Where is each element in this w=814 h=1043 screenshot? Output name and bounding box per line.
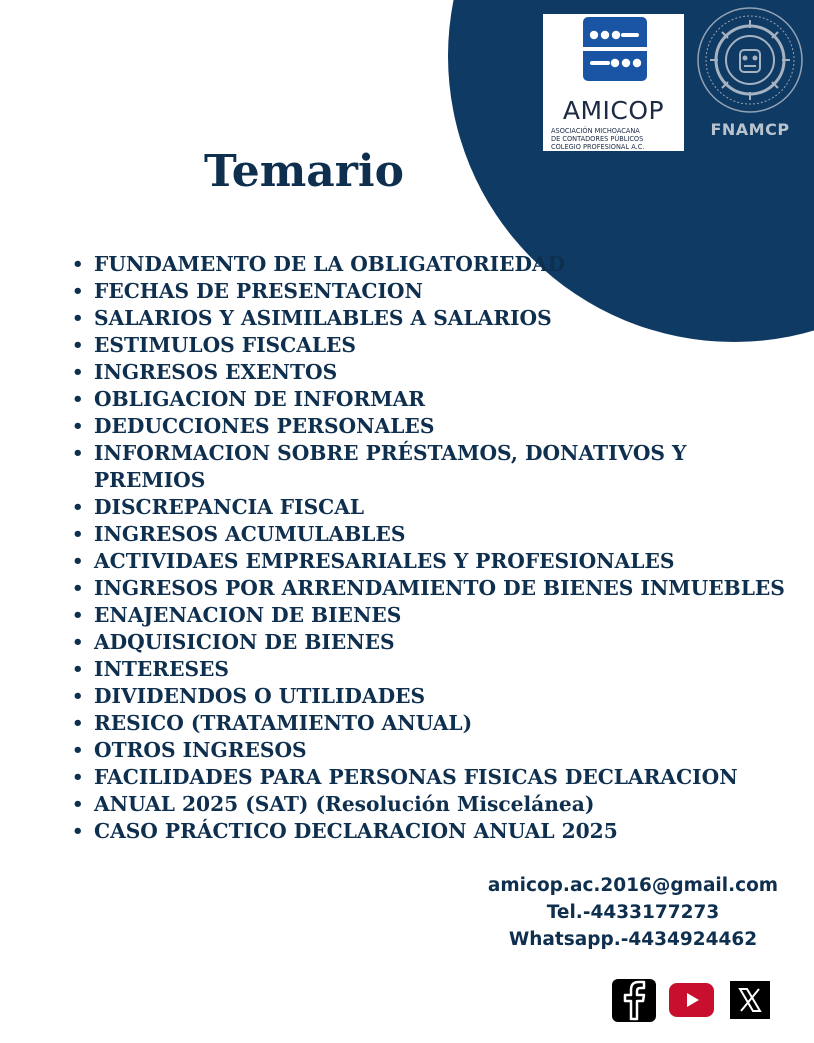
list-item: • OTROS INGRESOS	[72, 737, 812, 764]
list-item: • SALARIOS Y ASIMILABLES A SALARIOS	[72, 305, 812, 332]
whatsapp-text: Whatsapp.-4434924462	[508, 929, 758, 950]
list-item: • DISCREPANCIA FISCAL	[72, 494, 812, 521]
list-item: • INGRESOS EXENTOS	[72, 359, 812, 386]
list-item: • FACILIDADES PARA PERSONAS FISICAS DECLARACION	[72, 764, 812, 791]
email-link[interactable]: amicop.ac.2016@gmail.com	[487, 875, 779, 896]
fnamcp-label: FNAMCP	[710, 120, 790, 139]
list-item: • ACTIVIDAES EMPRESARIALES Y PROFESIONALES	[72, 548, 812, 575]
page-title: Temario	[204, 146, 404, 197]
fnamcp-seal-icon	[696, 6, 804, 114]
list-item: • INTERESES	[72, 656, 812, 683]
list-item: • RESICO (TRATAMIENTO ANUAL)	[72, 710, 812, 737]
logo-subtitle: ASOCIACIÓN MICHOACANA DE CONTADORES PÚBLICOS COLEGIO PROFESIONAL A.C.	[551, 127, 645, 151]
list-item: • ANUAL 2025 (SAT) (Resolución Miscelánea)	[72, 791, 812, 818]
list-item: • DIVIDENDOS O UTILIDADES	[72, 683, 812, 710]
facebook-icon[interactable]	[612, 979, 656, 1022]
logo-name: AMICOP	[562, 96, 665, 125]
list-item: • DEDUCCIONES PERSONALES	[72, 413, 812, 440]
list-item: • ENAJENACION DE BIENES	[72, 602, 812, 629]
youtube-icon[interactable]	[669, 983, 714, 1017]
list-item: • INFORMACION SOBRE PRÉSTAMOS, DONATIVOS Y PREMIOS	[72, 440, 734, 494]
list-item: • INGRESOS ACUMULABLES	[72, 521, 812, 548]
list-item: • FUNDAMENTO DE LA OBLIGATORIEDAD	[72, 251, 812, 278]
list-item: • INGRESOS POR ARRENDAMIENTO DE BIENES INMUEBLES	[72, 575, 812, 602]
list-item: • ESTIMULOS FISCALES	[72, 332, 812, 359]
x-icon[interactable]	[730, 981, 770, 1019]
phone-text: Tel.-4433177273	[546, 902, 720, 923]
contact-block	[480, 872, 786, 953]
list-item: • OBLIGACION DE INFORMAR	[72, 386, 812, 413]
topic-list	[72, 251, 812, 845]
list-item: • ADQUISICION DE BIENES	[72, 629, 812, 656]
amicop-logo	[543, 14, 684, 151]
list-item: • FECHAS DE PRESENTACION	[72, 278, 812, 305]
list-item: • CASO PRÁCTICO DECLARACION ANUAL 2025	[72, 818, 812, 845]
